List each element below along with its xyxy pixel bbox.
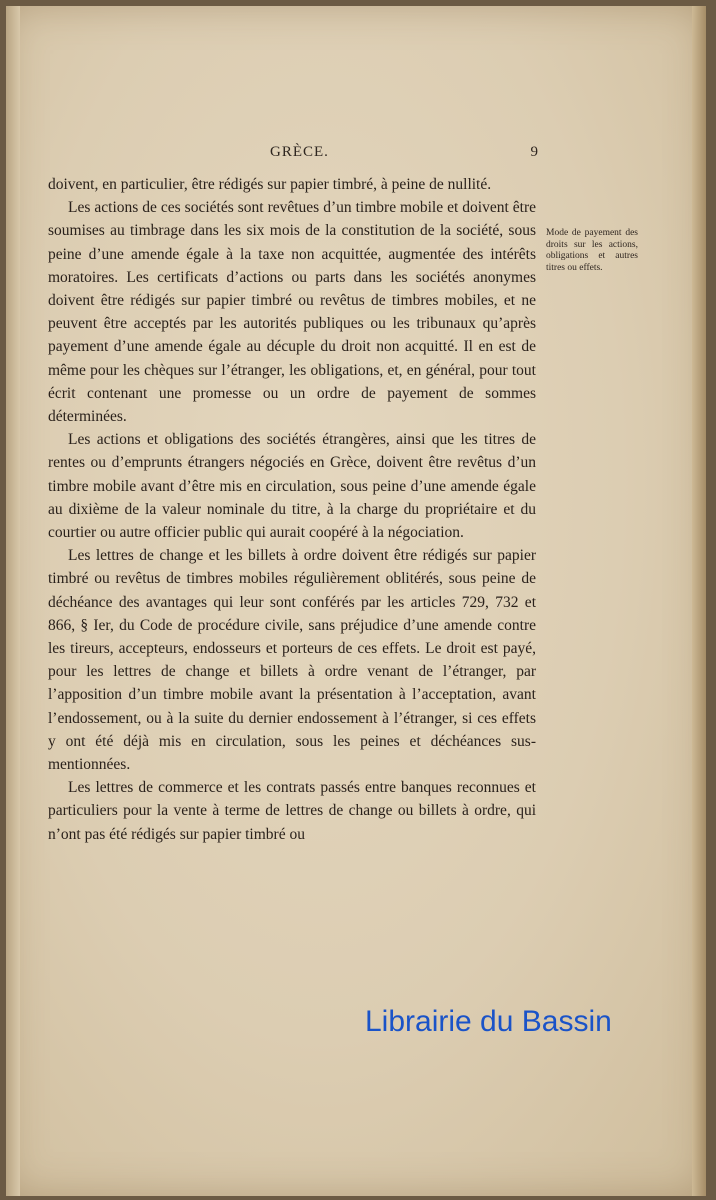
margin-note: Mode de payement des droits sur les actions, obligations et autres titres ou effets.: [546, 228, 638, 273]
running-title: GRÈCE.: [270, 144, 329, 160]
page-header: [48, 144, 544, 166]
paragraph: Les actions de ces sociétés sont revêtues d’un timbre mobile et doivent être soumises au timbrage dans les six mois de la constitution de la société, sous peine d’une amende égale à la taxe non acquittée, augmentée des intérêts moratoires. Les certificats d’actions ou parts dans les sociétés anonymes doivent être rédigés sur papier timbré ou revêtus de timbres mobiles, et ne peuvent être acceptés par les autorités publiques ou les tribunaux qu’après payement d’une amende égale au décuple du droit non acquitté. Il en est de même pour les chèques sur l’étranger, les obligations, et, en général, pour tout écrit contenant une promesse ou un ordre de payement de sommes déterminées.: [48, 199, 536, 426]
paragraph: Les lettres de commerce et les contrats passés entre banques reconnues et particuliers pour la vente à terme de lettres de change ou billets à ordre, qui n’ont pas été rédigés sur papier timbré ou: [48, 779, 536, 843]
paragraph: Les lettres de change et les billets à ordre doivent être rédigés sur papier timbré ou revêtus de timbres mobiles régulièrement oblitérés, sous peine de déchéance des avantages qui leur sont conférés par les articles 729, 732 et 866, § Ier, du Code de procédure civile, sans préjudice d’une amende contre les tireurs, accepteurs, endosseurs et porteurs de ces effets. Le droit est payé, pour les lettres de change et billets à ordre venant de l’étranger, par l’apposition d’un timbre mobile avant la présentation à l’acceptation, avant l’endossement, ou à la suite du dernier endossement à l’étranger, si ces effets y ont été déjà mis en circulation, sous les peines et déchéances sus-mentionnées.: [48, 547, 536, 774]
body-text: [48, 173, 536, 846]
page-edge: [692, 6, 706, 1196]
page-gutter: [6, 6, 20, 1196]
watermark: Librairie du Bassin: [365, 1005, 612, 1038]
paragraph: Les actions et obligations des sociétés étrangères, ainsi que les titres de rentes ou d’emprunts étrangers négociés en Grèce, doivent être revêtus d’un timbre mobile avant d’être mis en circulation, sous peine d’une amende égale au dixième de la valeur nominale du titre, à la charge du propriétaire et du courtier ou autre officier public qui aurait coopéré à la négociation.: [48, 431, 536, 542]
paragraph-continued: doivent, en particulier, être rédigés sur papier timbré, à peine de nullité.: [48, 176, 492, 193]
page-number: 9: [530, 144, 538, 160]
